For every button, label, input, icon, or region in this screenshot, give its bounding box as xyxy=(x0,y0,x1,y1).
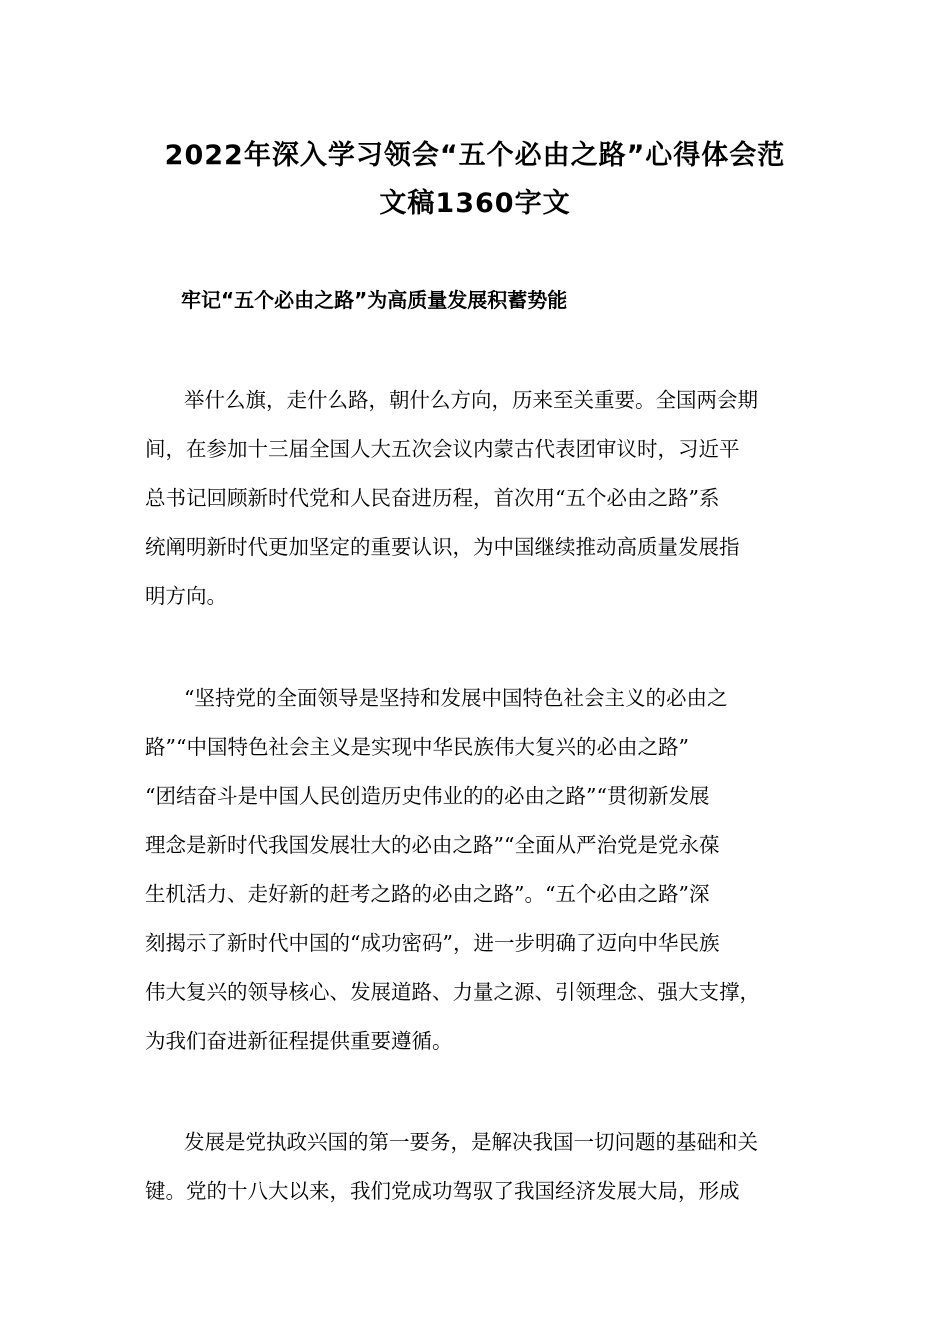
paragraph-line: 为我们奋进新征程提供重要遵循。 xyxy=(145,1029,453,1053)
paragraph-line: 伟大复兴的领导核心、发展道路、力量之源、引领理念、强大支撑， xyxy=(145,980,760,1004)
paragraph-1 xyxy=(145,376,825,621)
title-line-2: 文稿1360字文 xyxy=(379,188,571,219)
paragraph-line: 间，在参加十三届全国人大五次会议内蒙古代表团审议时，习近平 xyxy=(145,437,740,461)
section-subtitle: 牢记“五个必由之路”为高质量发展积蓄势能 xyxy=(181,288,568,312)
paragraph-line: 统阐明新时代更加坚定的重要认识，为中国继续推动高质量发展指 xyxy=(145,535,740,559)
paragraph-3 xyxy=(145,1118,825,1216)
paragraph-line: 路”“中国特色社会主义是实现中华民族伟大复兴的必由之路” xyxy=(145,735,689,759)
paragraph-line: 键。党的十八大以来，我们党成功驾驭了我国经济发展大局，形成 xyxy=(145,1179,740,1203)
document-title xyxy=(140,132,810,228)
paragraph-line: 总书记回顾新时代党和人民奋进历程，首次用“五个必由之路”系 xyxy=(145,486,720,510)
paragraph-line: 举什么旗，走什么路，朝什么方向，历来至关重要。全国两会期 xyxy=(184,388,758,412)
paragraph-line: “坚持党的全面领导是坚持和发展中国特色社会主义的必由之 xyxy=(184,686,728,710)
paragraph-line: “团结奋斗是中国人民创造历史伟业的的必由之路”“贯彻新发展 xyxy=(145,784,710,808)
paragraph-line: 生机活力、走好新的赶考之路的必由之路”。“五个必由之路”深 xyxy=(145,882,710,906)
paragraph-2 xyxy=(145,674,825,1066)
paragraph-line: 明方向。 xyxy=(145,584,227,608)
title-line-1: 2022年深入学习领会“五个必由之路”心得体会范 xyxy=(164,140,786,171)
paragraph-line: 发展是党执政兴国的第一要务，是解决我国一切问题的基础和关 xyxy=(184,1130,758,1154)
paragraph-line: 刻揭示了新时代中国的“成功密码”，进一步明确了迈向中华民族 xyxy=(145,931,720,955)
paragraph-line: 理念是新时代我国发展壮大的必由之路”“全面从严治党是党永葆 xyxy=(145,833,720,857)
